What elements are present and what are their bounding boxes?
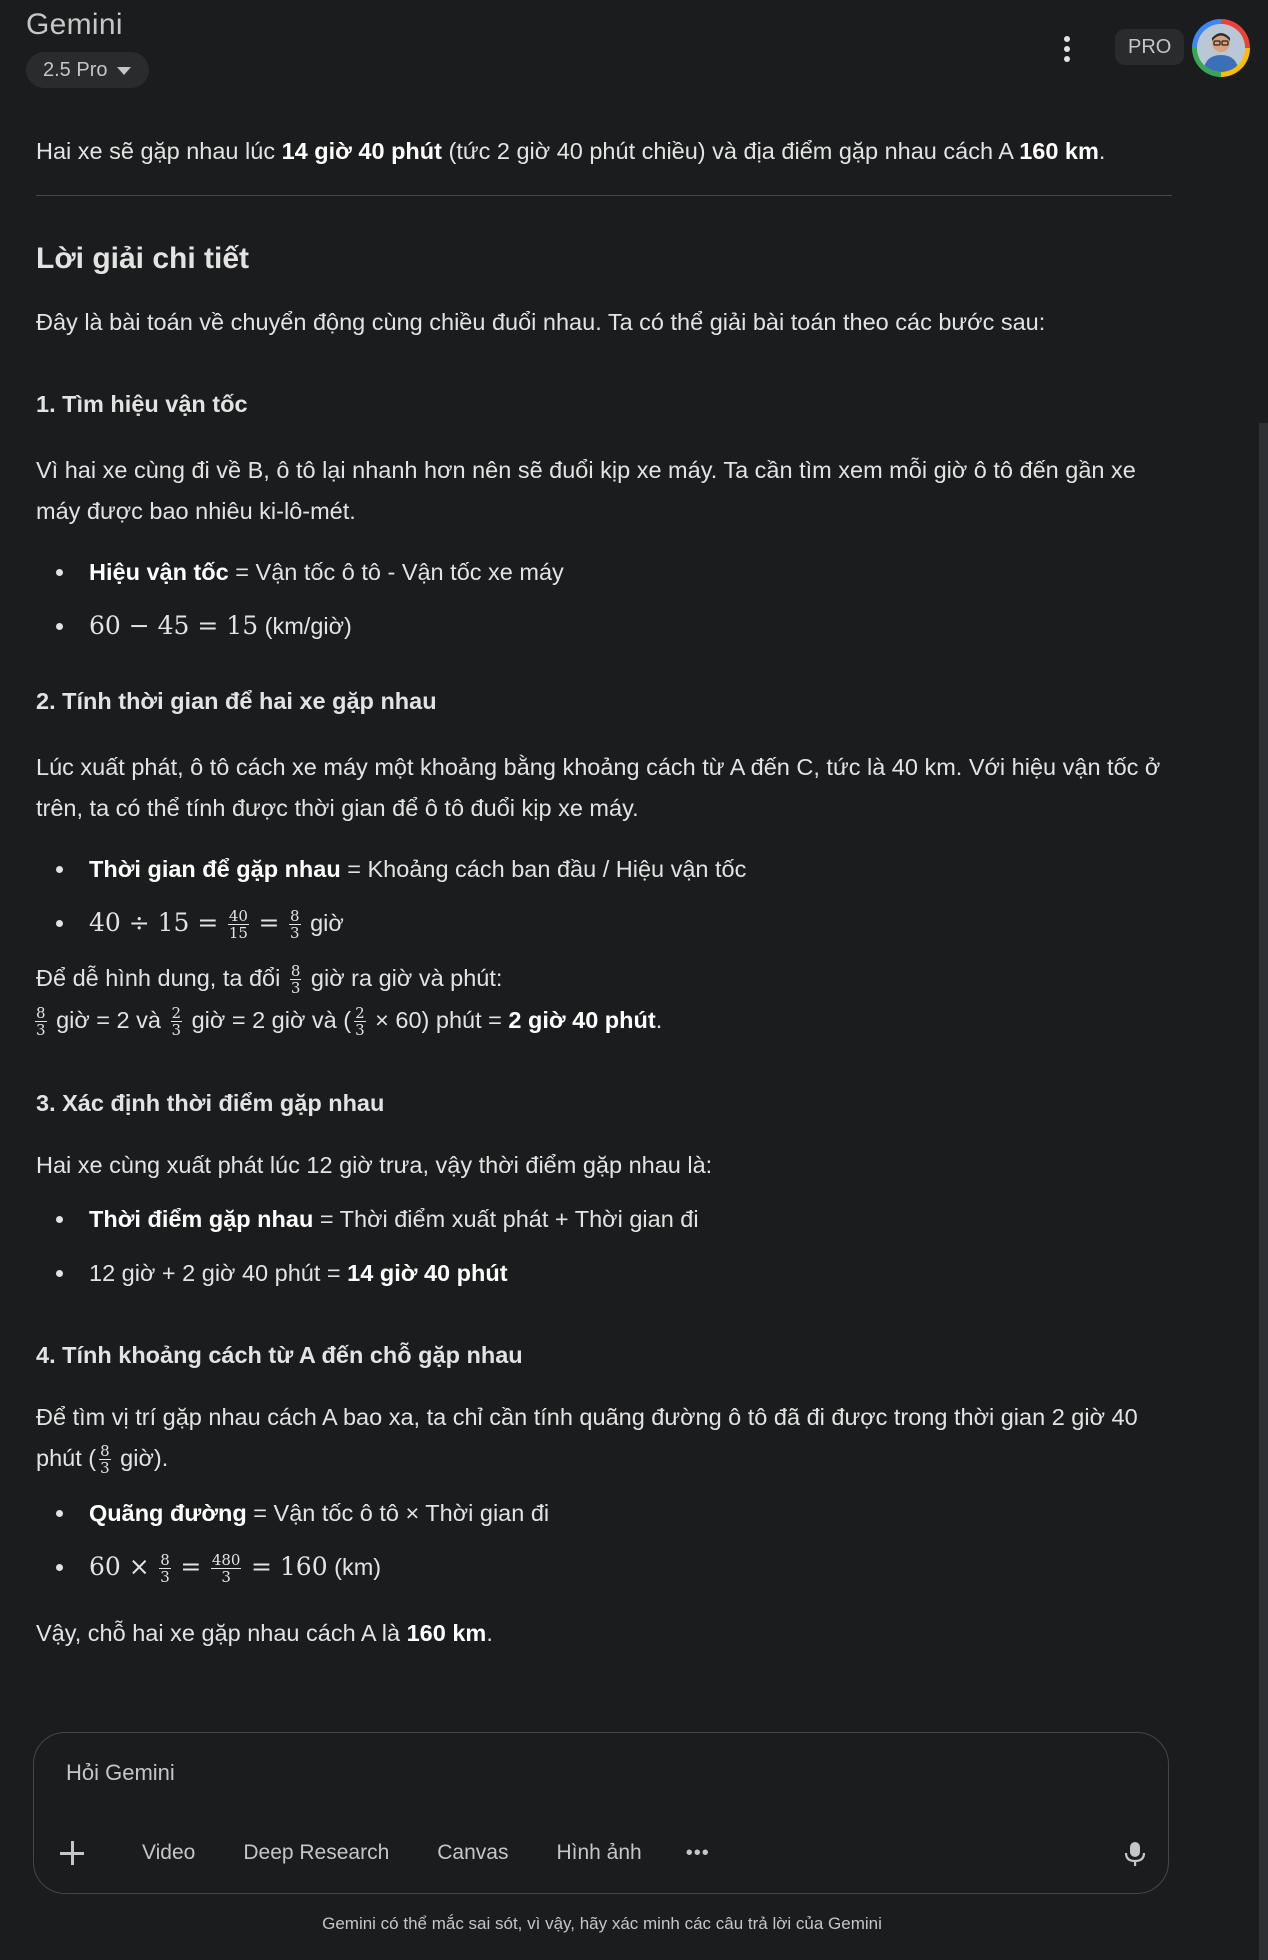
step-3-paragraph: Hai xe cùng xuất phát lúc 12 giờ trưa, vậy thời điểm gặp nhau là: [36,1152,713,1178]
more-options-icon[interactable] [1055,32,1079,66]
list-item: 60 − 45 = 15 (km/giờ) [36,599,1136,653]
step-2-list [36,842,1136,950]
fraction-8-3: $\frac{8}{3}$ [290,907,300,943]
tool-canvas[interactable]: Canvas [437,1841,509,1864]
list-item: Hiệu vận tốc = Vận tốc ô tô - Vận tốc xe máy [36,545,1136,599]
step-2-title: 2. Tính thời gian để hai xe gặp nhau [36,688,437,714]
step-1-title: 1. Tìm hiệu vận tốc [36,391,248,417]
intro-paragraph: Đây là bài toán về chuyển động cùng chiều đuổi nhau. Ta có thể giải bài toán theo các bước sau: [36,309,1046,335]
summary: Hai xe sẽ gặp nhau lúc 14 giờ 40 phút (tức 2 giờ 40 phút chiều) và địa điểm gặp nhau cách A 160 km. [36,138,1106,164]
list-item: Thời gian để gặp nhau = Khoảng cách ban đầu / Hiệu vận tốc [36,842,1136,896]
composer-toolbar [60,1833,730,1873]
tool-images[interactable]: Hình ảnh [556,1841,642,1864]
list-item: Thời điểm gặp nhau = Thời điểm xuất phát + Thời gian đi [36,1192,1136,1246]
avatar-photo [1197,24,1245,72]
scrollbar[interactable] [1259,423,1268,1960]
step-1-list [36,545,1136,653]
app-title: Gemini [26,8,123,41]
conversion-result: $\frac{8}{3}$ giờ = 2 và $\frac{2}{3}$ giờ = 2 giờ và ( $\frac{2}{3}$ × 60) phút = 2 giờ 40 phút. [36,1004,663,1040]
list-item: 40 ÷ 15 = $\frac{40}{15}$ = $\frac{8}{3}$ giờ [36,896,1136,950]
model-label: 2.5 Pro [43,58,108,81]
prompt-input[interactable] [64,1759,968,1787]
list-item: 60 × $\frac{8}{3}$ = $\frac{480}{3}$ = 160 (km) [36,1540,1136,1594]
disclaimer: Gemini có thể mắc sai sót, vì vậy, hãy xác minh các câu trả lời của Gemini [322,1914,882,1933]
section-heading: Lời giải chi tiết [36,242,250,275]
step-1-paragraph: Vì hai xe cùng đi về B, ô tô lại nhanh hơn nên sẽ đuổi kịp xe máy. Ta cần tìm xem mỗi giờ ô tô đến gần xe máy được bao nhiêu ki-lô-mét. [36,457,1136,524]
step-4-paragraph: Để tìm vị trí gặp nhau cách A bao xa, ta chỉ cần tính quãng đường ô tô đã đi được trong thời gian 2 giờ 40 phút ( $\frac{8}{3}$ giờ). [36,1404,1138,1478]
step-3-list [36,1192,1136,1300]
step-4-title: 4. Tính khoảng cách từ A đến chỗ gặp nhau [36,1342,523,1368]
divider [36,195,1172,196]
tool-deep-research[interactable]: Deep Research [243,1841,390,1864]
model-selector[interactable] [26,52,149,88]
add-icon[interactable] [60,1841,84,1865]
conversion-line: Để dễ hình dung, ta đổi $\frac{8}{3}$ giờ ra giờ và phút: [36,962,503,998]
list-item: 12 giờ + 2 giờ 40 phút = 14 giờ 40 phút [36,1246,1136,1300]
caret-down-icon [117,67,131,75]
step-2-paragraph: Lúc xuất phát, ô tô cách xe máy một khoảng bằng khoảng cách từ A đến C, tức là 40 km. Với hiệu vận tốc ở trên, ta có thể tính được thời gian để ô tô đuổi kịp xe máy. [36,754,1161,821]
prompt-composer [33,1732,1169,1894]
fraction-40-15: $\frac{40}{15}$ [228,907,248,943]
avatar[interactable] [1192,19,1250,77]
more-tools-icon[interactable]: ••• [685,1841,710,1864]
pro-badge: PRO [1115,29,1184,65]
tool-video[interactable]: Video [142,1841,196,1864]
microphone-icon[interactable] [1124,1841,1146,1867]
step-3-title: 3. Xác định thời điểm gặp nhau [36,1090,385,1116]
list-item: Quãng đường = Vận tốc ô tô × Thời gian đi [36,1486,1136,1540]
conclusion: Vậy, chỗ hai xe gặp nhau cách A là 160 km. [36,1620,493,1646]
fraction-480-3: $\frac{480}{3}$ [211,1551,241,1587]
step-4-list [36,1486,1136,1594]
